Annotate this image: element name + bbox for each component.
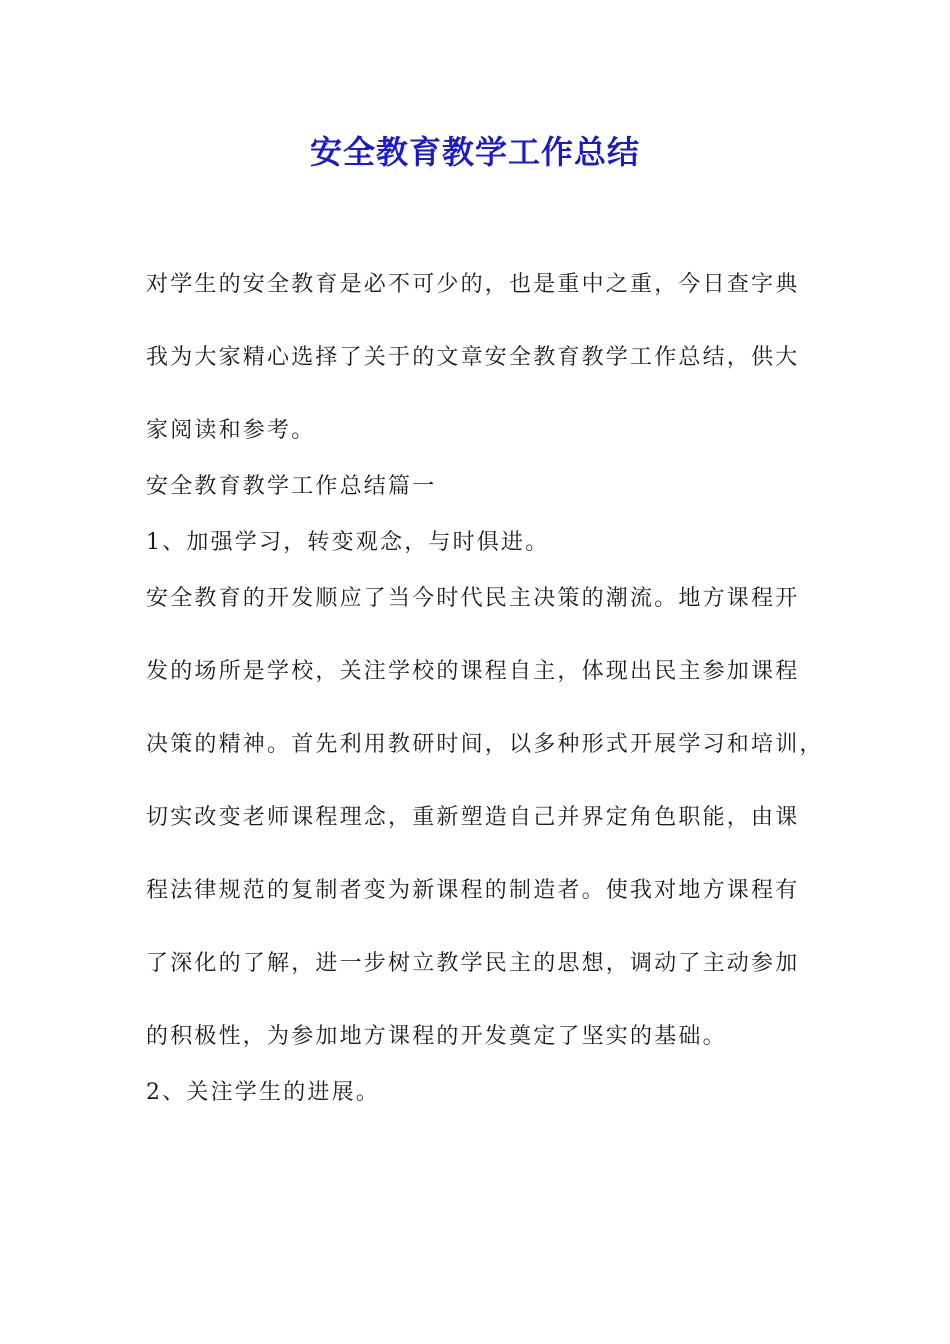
point-1-line-5: 程法律规范的复制者变为新课程的制造者。使我对地方课程有 bbox=[146, 878, 800, 903]
point-1-line-2: 发的场所是学校，关注学校的课程自主，体现出民主参加课程 bbox=[146, 659, 800, 684]
point-1-line-6: 了深化的了解，进一步树立教学民主的思想，调动了主动参加 bbox=[146, 951, 800, 976]
intro-line-2: 我为大家精心选择了关于的文章安全教育教学工作总结，供大 bbox=[146, 345, 800, 370]
point-1-heading-text: 1、加强学习，转变观念，与时俱进。 bbox=[146, 530, 550, 555]
point-1-line-1: 安全教育的开发顺应了当今时代民主决策的潮流。地方课程开 bbox=[146, 586, 800, 611]
point-1-line-3: 决策的精神。首先利用教研时间，以多种形式开展学习和培训， bbox=[146, 732, 824, 757]
intro-paragraph bbox=[146, 248, 826, 467]
section-heading-text: 安全教育教学工作总结篇一 bbox=[146, 474, 437, 499]
intro-line-3: 家阅读和参考。 bbox=[146, 418, 316, 443]
document-title: 安全教育教学工作总结 bbox=[309, 133, 640, 171]
point-1-paragraph bbox=[146, 562, 826, 1073]
point-1-line-4: 切实改变老师课程理念，重新塑造自己并界定角色职能，由课 bbox=[146, 805, 800, 830]
intro-line-1: 对学生的安全教育是必不可少的，也是重中之重，今日查字典 bbox=[146, 272, 800, 297]
point-2-heading-text: 2、关注学生的进展。 bbox=[146, 1080, 380, 1105]
point-1-line-7: 的积极性，为参加地方课程的开发奠定了坚实的基础。 bbox=[146, 1024, 727, 1049]
document-body bbox=[146, 266, 826, 1130]
